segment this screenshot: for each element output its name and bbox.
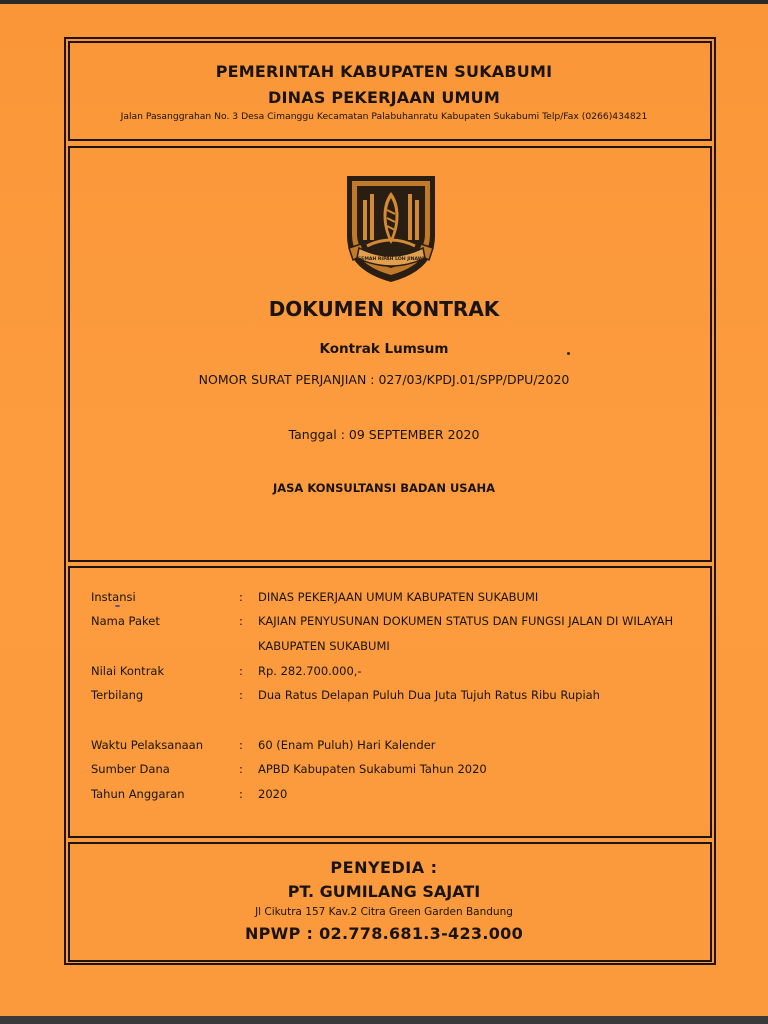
agency-address: Jalan Pasanggrahan No. 3 Desa Cimanggu Kecamatan Palabuhanratu Kabupaten Sukabumi Telp/Fax (0266)434821 — [120, 111, 648, 122]
scan-speck — [115, 605, 120, 607]
emblem-motto: GEMAH RIPAH LOH JINAWI — [357, 257, 425, 262]
agency-name: DINAS PEKERJAAN UMUM — [268, 88, 500, 107]
scan-speck — [567, 352, 570, 355]
government-name: PEMERINTAH KABUPATEN SUKABUMI — [215, 62, 553, 81]
vendor-address: Jl Cikutra 157 Kav.2 Citra Green Garden Bandung — [255, 906, 513, 918]
detail-label: Terbilang — [91, 688, 144, 702]
detail-value: KAJIAN PENYUSUNAN DOKUMEN STATUS DAN FUNGSI JALAN DI WILAYAH — [258, 614, 674, 628]
agreement-number: NOMOR SURAT PERJANJIAN : 027/03/KPDJ.01/SPP/DPU/2020 — [198, 372, 570, 387]
detail-value: Rp. 282.700.000,- — [258, 664, 362, 678]
detail-separator: : — [239, 787, 243, 801]
detail-label: Instansi — [91, 590, 136, 604]
scan-top-edge — [0, 0, 768, 4]
detail-value: Dua Ratus Delapan Puluh Dua Juta Tujuh Ratus Ribu Rupiah — [258, 688, 600, 702]
vendor-heading: PENYEDIA : — [330, 858, 438, 877]
detail-value: DINAS PEKERJAAN UMUM KABUPATEN SUKABUMI — [258, 590, 539, 604]
detail-separator: : — [239, 738, 243, 752]
detail-separator: : — [239, 664, 243, 678]
detail-value: APBD Kabupaten Sukabumi Tahun 2020 — [258, 762, 487, 776]
vendor-npwp: NPWP : 02.778.681.3-423.000 — [244, 924, 524, 943]
kabupaten-sukabumi-emblem-icon — [345, 174, 437, 284]
detail-value: 60 (Enam Puluh) Hari Kalender — [258, 738, 436, 752]
detail-separator: : — [239, 688, 243, 702]
document-title: DOKUMEN KONTRAK — [268, 297, 500, 321]
vendor-name: PT. GUMILANG SAJATI — [287, 882, 481, 901]
contract-type: Kontrak Lumsum — [319, 341, 449, 357]
service-category: JASA KONSULTANSI BADAN USAHA — [272, 481, 496, 495]
detail-value-continued: KABUPATEN SUKABUMI — [258, 639, 390, 653]
detail-label: Waktu Pelaksanaan — [91, 738, 204, 752]
detail-label: Nama Paket — [91, 614, 160, 628]
detail-label: Tahun Anggaran — [91, 787, 185, 801]
detail-label: Sumber Dana — [91, 762, 170, 776]
scan-bottom-edge — [0, 1016, 768, 1024]
detail-value: 2020 — [258, 787, 288, 801]
detail-separator: : — [239, 762, 243, 776]
detail-separator: : — [239, 614, 243, 628]
detail-separator: : — [239, 590, 243, 604]
document-date: Tanggal : 09 SEPTEMBER 2020 — [288, 427, 480, 442]
detail-label: Nilai Kontrak — [91, 664, 165, 678]
